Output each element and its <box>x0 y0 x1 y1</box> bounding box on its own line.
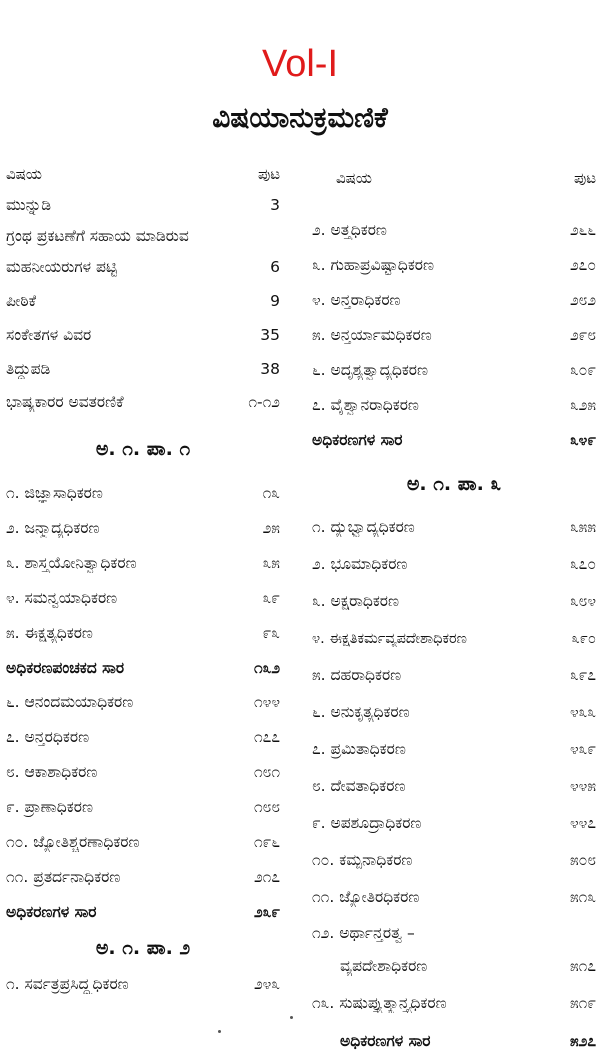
toc-entry-title: ೮. ದೇವತಾಧಿಕರಣ <box>312 777 406 795</box>
toc-entry-title-line1: ೧೨. ಅರ್ಥಾನ್ತರತ್ವ – <box>312 924 415 942</box>
toc-entry-page: ೧-೧೨ <box>248 392 280 411</box>
toc-entry <box>312 694 596 731</box>
toc-entry <box>312 353 596 388</box>
toc-entry-page: ೩೫ <box>262 554 280 572</box>
toc-entry <box>6 825 280 860</box>
toc-entry <box>6 318 280 352</box>
toc-entry <box>6 685 280 720</box>
toc-entry-title: ೯. ಪ್ರಾಣಾಧಿಕರಣ <box>6 798 93 816</box>
toc-entry-title: ೩. ಗುಹಾಪ್ರವಿಷ್ಟಾಧಿಕರಣ <box>312 256 434 274</box>
toc-entry <box>312 842 596 879</box>
toc-entry-page: 35 <box>260 326 280 344</box>
section-heading: ಅ. ೧. ಪಾ. ೩ <box>406 473 502 495</box>
toc-entry-title: ಭಾಷ್ಯಕಾರರ ಅವತರಣಿಕೆ <box>6 392 124 411</box>
toc-entry-page: ೫೧೯ <box>569 993 596 1012</box>
toc-entry <box>6 755 280 790</box>
summary-title: ಅಧಿಕರಣಗಳ ಸಾರ <box>312 430 403 449</box>
toc-entry-page: ೩೮೪ <box>569 592 596 610</box>
toc-entry <box>6 616 280 651</box>
toc-entry-page: ೨೧೭ <box>253 868 280 886</box>
toc-entry <box>6 581 280 616</box>
toc-entry <box>6 284 280 318</box>
toc-entry-title: ೪. ಈಕ್ಷತಿಕರ್ಮವ್ಯಪದೇಶಾಧಿಕರಣ <box>312 630 467 647</box>
page-heading: ವಿಷಯಾನುಕ್ರಮಣಿಕೆ <box>212 101 388 134</box>
toc-entry <box>6 250 280 284</box>
toc-entry-page: ೨೮೨ <box>569 291 596 309</box>
toc-entry-page: ೪೪೭ <box>569 814 596 832</box>
toc-entry-title: ೭. ಪ್ರಮಿತಾಧಿಕರಣ <box>312 740 406 758</box>
toc-entry-title: ಸಂಕೇತಗಳ ವಿವರ <box>6 325 92 344</box>
toc-entry-title: ೫. ಅನ್ತರ್ಯಾಮಧಿಕರಣ <box>312 326 432 344</box>
toc-entry <box>6 966 280 1002</box>
toc-entry <box>6 386 280 418</box>
toc-entry-page: 6 <box>270 258 280 276</box>
toc-entry-title: ೫. ದಹರಾಧಿಕರಣ <box>312 666 402 684</box>
toc-entry-title: ಪೀಠಿಕೆ <box>6 291 37 310</box>
section-heading: ಅ. ೧. ಪಾ. ೨ <box>95 937 191 959</box>
toc-entry-title: ೧೦. ಜ್ಯೋತಿಶ್ಚರಣಾಧಿಕರಣ <box>6 833 140 851</box>
toc-entry-title: ೧೦. ಕಮ್ಪನಾಧಿಕರಣ <box>312 851 413 869</box>
toc-entry-page: 9 <box>270 292 280 310</box>
toc-entry <box>312 213 596 248</box>
toc-entry-page: ೫೧೩ <box>569 888 596 906</box>
toc-entry <box>6 352 280 386</box>
right-header-topic: ವಿಷಯ <box>336 169 372 187</box>
toc-entry <box>312 388 596 423</box>
toc-entry-title: ೭. ಅನ್ತರಧಿಕರಣ <box>6 728 90 746</box>
summary-entry <box>312 423 596 457</box>
print-speck <box>290 1016 293 1019</box>
toc-entry <box>312 509 596 546</box>
toc-entry-title: ೯. ಅಪಶೂದ್ರಾಧಿಕರಣ <box>312 814 422 832</box>
toc-entry-page: ೧೮೧ <box>253 763 280 781</box>
toc-entry-page: ೩೫೫ <box>569 518 596 536</box>
summary-page: ೫೨೭ <box>569 1031 596 1050</box>
summary-title: ಅಧಿಕರಣಪಂಚಕದ ಸಾರ <box>6 658 125 677</box>
toc-entry-page: ೪೩೩ <box>569 703 596 721</box>
toc-entry <box>6 790 280 825</box>
toc-entry-page: ೪೩೯ <box>569 740 596 758</box>
toc-entry-title: ೧೧. ಪ್ರತರ್ದನಾಧಿಕರಣ <box>6 868 121 886</box>
toc-entry-page: ೩೭೦ <box>569 555 596 573</box>
toc-entry <box>312 620 596 657</box>
toc-entry-title: ೧. ದ್ಯುಭ್ವಾದ್ಯಧಿಕರಣ <box>312 518 415 536</box>
volume-title: Vol-I <box>261 43 339 85</box>
toc-entry-title: ೩. ಅಕ್ಷರಾಧಿಕರಣ <box>312 592 399 610</box>
left-header-page: ಪುಟ <box>257 165 280 183</box>
toc-entry <box>312 805 596 842</box>
toc-entry-page: ೨೫ <box>262 519 280 537</box>
toc-entry <box>312 768 596 805</box>
toc-entry-page: ೨೭೦ <box>569 256 596 274</box>
section-heading: ಅ. ೧. ಪಾ. ೧ <box>95 438 191 460</box>
toc-entry-title: ೬. ಅನುಕೃತ್ಯಧಿಕರಣ <box>312 703 410 721</box>
summary-page: ೨೩೯ <box>253 903 280 921</box>
print-speck <box>218 1030 221 1033</box>
toc-entry-page: ೩೯೭ <box>569 666 596 684</box>
spacer <box>312 193 596 213</box>
toc-entry-title: ತಿದ್ದುಪಡಿ <box>6 359 51 378</box>
summary-entry <box>312 1022 596 1060</box>
toc-entry-title: ೨. ಭೂಮಾಧಿಕರಣ <box>312 555 408 573</box>
summary-title: ಅಧಿಕರಣಗಳ ಸಾರ <box>6 903 97 921</box>
toc-entry-page: ೧೪೪ <box>253 693 280 711</box>
toc-entry-title: ೧೩. ಸುಷುಪ್ತ್ಯುತ್ಕ್ರಾನ್ತ್ಯಧಿಕರಣ <box>312 993 447 1012</box>
toc-entry-title: ೬. ಆನಂದಮಯಾಧಿಕರಣ <box>6 693 134 711</box>
toc-entry-title: ೭. ವೈಶ್ವಾನರಾಧಿಕರಣ <box>312 396 419 414</box>
toc-entry-title-line1: ಗ್ರಂಥ ಪ್ರಕಟಣೆಗೆ ಸಹಾಯ ಮಾಡಿರುವ <box>6 227 189 245</box>
toc-entry-page: ೨೬೬ <box>569 221 596 239</box>
toc-entry-title: ೬. ಅದೃಶ್ಯತ್ವಾದ್ಯಧಿಕರಣ <box>312 361 428 379</box>
toc-entry-title: ೫. ಈಕ್ಷತ್ಯಧಿಕರಣ <box>6 624 93 642</box>
right-header-row <box>312 163 596 193</box>
toc-entry <box>312 318 596 353</box>
toc-entry-title: ವ್ಯಪದೇಶಾಧಿಕರಣ <box>340 956 428 975</box>
toc-entry <box>312 248 596 283</box>
toc-entry-title: ೨. ಜನ್ಮಾದ್ಯಧಿಕರಣ <box>6 519 100 537</box>
toc-entry-title: ೧೧. ಜ್ಯೋತಿರಧಿಕರಣ <box>312 888 420 906</box>
toc-entry-page: ೩೦೯ <box>569 361 596 379</box>
toc-entry-page: 3 <box>270 196 280 214</box>
toc-entry <box>6 546 280 581</box>
toc-entry-page: ೧೭೭ <box>253 728 280 746</box>
toc-entry-title: ೪. ಅನ್ತರಾಧಿಕರಣ <box>312 291 401 309</box>
right-column <box>312 163 596 1060</box>
toc-entry <box>6 720 280 755</box>
toc-entry-title: ೩. ಶಾಸ್ತ್ರಯೋನಿತ್ವಾಧಿಕರಣ <box>6 554 137 572</box>
toc-entry-page: ೧೯೬ <box>253 833 280 851</box>
toc-entry <box>6 188 280 222</box>
toc-entry <box>312 731 596 768</box>
toc-entry-page: ೫೦೮ <box>569 851 596 869</box>
toc-entry <box>312 657 596 694</box>
toc-entry-title: ೮. ಆಕಾಶಾಧಿಕರಣ <box>6 763 98 781</box>
toc-entry-page: ೪೪೫ <box>569 777 596 795</box>
summary-entry <box>6 651 280 685</box>
toc-entry <box>312 283 596 318</box>
toc-entry-title: ೪. ಸಮನ್ವಯಾಧಿಕರಣ <box>6 589 118 607</box>
toc-entry-page: ೫೧೭ <box>569 956 596 975</box>
summary-entry <box>6 895 280 930</box>
toc-entry <box>6 511 280 546</box>
summary-page: ೧೩೨ <box>253 658 280 677</box>
toc-entry-title: ೧. ಸರ್ವತ್ರಪ್ರಸಿದ್ಧ್ಯಧಿಕರಣ <box>6 974 129 993</box>
toc-entry <box>6 860 280 895</box>
toc-entry-page: ೨೪೩ <box>253 974 280 993</box>
left-header-row <box>6 160 280 188</box>
toc-entry <box>6 476 280 511</box>
toc-entry-page: ೯೩ <box>262 624 280 642</box>
right-header-page: ಪುಟ <box>573 169 596 187</box>
toc-entry <box>312 546 596 583</box>
toc-entry-title: ಮುನ್ನುಡಿ <box>6 195 52 214</box>
toc-entry <box>312 583 596 620</box>
toc-entry <box>312 984 596 1022</box>
left-header-topic: ವಿಷಯ <box>6 165 42 183</box>
toc-entry-page: ೧೩ <box>262 484 280 502</box>
toc-entry <box>312 879 596 916</box>
toc-entry-page: ೩೯ <box>262 589 280 607</box>
summary-title: ಅಧಿಕರಣಗಳ ಸಾರ <box>340 1031 431 1050</box>
summary-page: ೩೪೯ <box>569 430 596 449</box>
toc-entry-title: ಮಹನೀಯರುಗಳ ಪಟ್ಟಿ <box>6 257 118 276</box>
left-column <box>6 160 280 1002</box>
toc-entry-title: ೧. ಜಿಜ್ಞಾಸಾಧಿಕರಣ <box>6 484 103 502</box>
toc-entry-page: ೩೨೫ <box>569 396 596 414</box>
toc-entry <box>312 948 596 984</box>
toc-entry-page: 38 <box>260 360 280 378</box>
toc-entry-page: ೨೯೮ <box>569 326 596 344</box>
toc-entry-title: ೨. ಅತ್ತ್ರಧಿಕರಣ <box>312 221 387 239</box>
toc-entry-page: ೧೮೮ <box>253 798 280 816</box>
toc-entry-page: ೩೯೦ <box>571 630 596 647</box>
